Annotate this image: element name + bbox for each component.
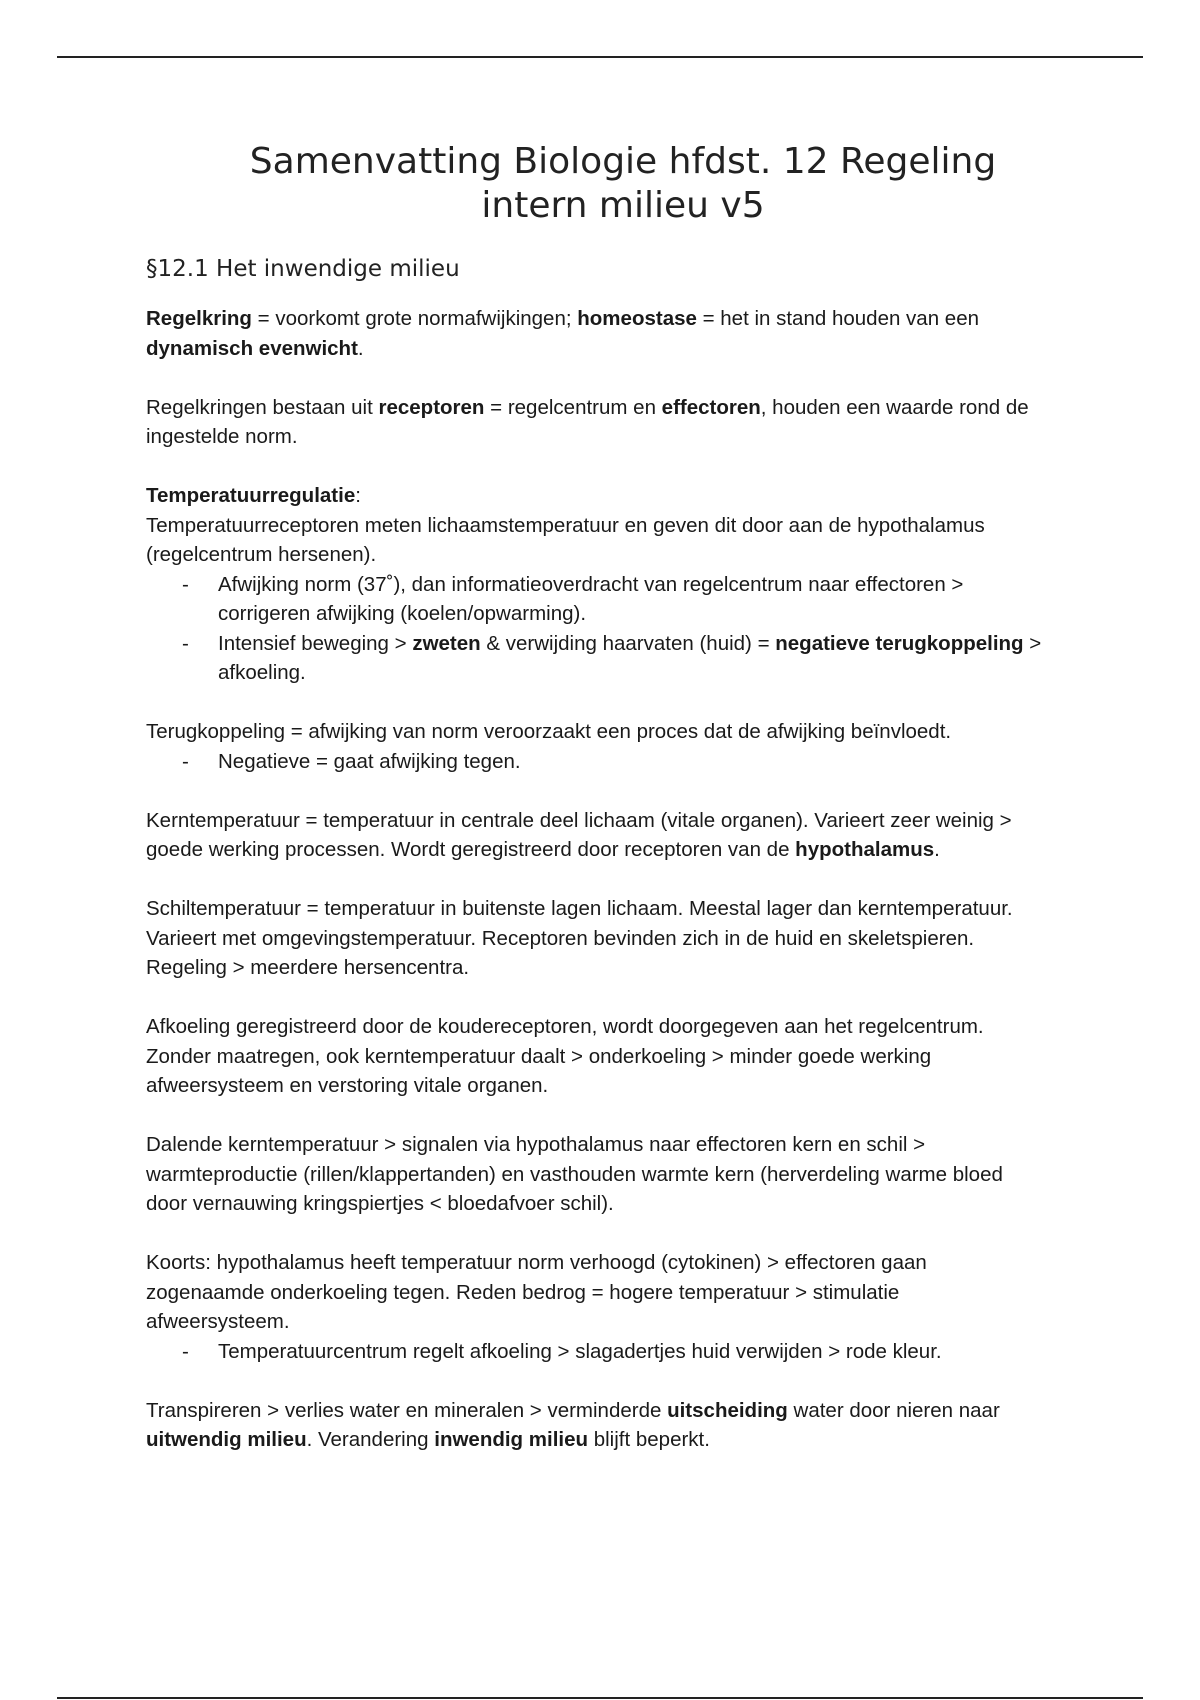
paragraph-gap: [146, 363, 1046, 393]
term-hypothalamus: hypothalamus: [795, 838, 935, 861]
list-item: [146, 629, 1046, 688]
paragraph-schiltemperatuur: Schiltemperatuur = temperatuur in buitenste lagen lichaam. Meestal lager dan kerntemperatuur. Varieert met omgevingstemperatuur. Receptoren bevinden zich in de huid en skeletspieren. Regeling > meerdere hersencentra.: [146, 897, 1013, 979]
paragraph-terugkoppeling: Terugkoppeling = afwijking van norm veroorzaakt een proces dat de afwijking beïnvloedt.: [146, 720, 952, 743]
paragraph-dalende-kerntemperatuur: Dalende kerntemperatuur > signalen via hypothalamus naar effectoren kern en schil > warmteproductie (rillen/klappertanden) en vasthouden warmte kern (herverdeling warme bloed door vernauwing kringspiertjes < bloedafvoer schil).: [146, 1133, 1003, 1215]
paragraph-regelkringen: [146, 393, 1046, 452]
bullet-dash: -: [182, 572, 189, 596]
bullet-list: [146, 747, 1046, 777]
paragraph-afkoeling: Afkoeling geregistreerd door de koudereceptoren, wordt doorgegeven aan het regelcentrum. Zonder maatregen, ook kerntemperatuur daalt > onderkoeling > minder goede werking afweersysteem en verstoring vitale organen.: [146, 1015, 984, 1097]
term-uitwendig-milieu: uitwendig milieu: [146, 1428, 307, 1451]
paragraph-gap: [146, 688, 1046, 718]
paragraph-gap: [146, 1101, 1046, 1131]
paragraph-transpireren: [146, 1396, 1046, 1455]
text-span: Negatieve = gaat afwijking tegen.: [218, 749, 521, 773]
term-homeostase: homeostase: [577, 307, 697, 330]
paragraph-gap: [146, 452, 1046, 482]
text-span: = regelcentrum en: [484, 395, 662, 419]
bullet-dash: -: [182, 749, 189, 773]
text-span: .: [934, 838, 940, 861]
paragraph-gap: [146, 983, 1046, 1013]
footer-rule: [57, 1697, 1143, 1699]
text-span: Regelkringen bestaan uit: [146, 395, 379, 419]
bullet-dash: -: [182, 631, 189, 655]
text-span: blijft beperkt.: [588, 1428, 710, 1451]
term-dynamisch-evenwicht: dynamisch evenwicht: [146, 336, 358, 360]
header-rule: [57, 56, 1143, 58]
term-inwendig-milieu: inwendig milieu: [434, 1428, 589, 1451]
text-span: Temperatuurreceptoren meten lichaamstemperatuur en geven dit door aan de hypothalamus (regelcentrum hersenen).: [146, 513, 985, 566]
section-heading: §12.1 Het inwendige milieu: [146, 256, 460, 282]
text-span: Temperatuurcentrum regelt afkoeling > slagadertjes huid verwijden > rode kleur.: [218, 1339, 942, 1363]
term-effectoren: effectoren: [661, 395, 761, 419]
document-body: [146, 140, 1046, 1455]
term-uitscheiding: uitscheiding: [667, 1398, 788, 1422]
term-receptoren: receptoren: [378, 395, 485, 419]
text-span: , houden een waarde rond de ingestelde norm.: [146, 395, 1029, 448]
paragraph-regelkring: [146, 304, 1046, 363]
document-title: Samenvatting Biologie hfdst. 12 Regeling intern milieu v5: [249, 141, 997, 226]
term-negatieve-terugkoppeling: negatieve terugkoppeling: [775, 631, 1024, 655]
term-temperatuurregulatie: Temperatuurregulatie: [146, 484, 356, 507]
text-span: = het in stand houden van een: [696, 307, 980, 330]
paragraph-koorts: Koorts: hypothalamus heeft temperatuur norm verhoogd (cytokinen) > effectoren gaan zogenaamde onderkoeling tegen. Reden bedrog = hogere temperatuur > stimulatie afweersysteem.: [146, 1251, 927, 1333]
paragraph-temperatuurregulatie: [146, 481, 1046, 570]
paragraph-gap: [146, 1366, 1046, 1396]
text-span: .: [357, 336, 364, 360]
text-span: Transpireren > verlies water en mineralen > verminderde: [146, 1398, 668, 1422]
text-span: . Verandering: [306, 1428, 435, 1451]
text-span: Intensief beweging >: [218, 631, 413, 655]
list-item: [146, 1337, 1046, 1367]
paragraph-kerntemperatuur: [146, 806, 1046, 865]
bullet-dash: -: [182, 1339, 189, 1363]
list-item: [146, 747, 1046, 777]
term-regelkring: Regelkring: [146, 307, 252, 330]
list-item: [146, 570, 1046, 629]
paragraph-gap: [146, 776, 1046, 806]
text-span: = voorkomt grote normafwijkingen;: [251, 307, 578, 330]
text-span: water door nieren naar: [787, 1398, 1000, 1422]
paragraph-gap: [146, 865, 1046, 895]
text-span: Kerntemperatuur = temperatuur in centrale deel lichaam (vitale organen). Varieert zeer weinig > goede werking processen. Wordt geregistreerd door receptoren van de: [146, 808, 1012, 861]
term-zweten: zweten: [412, 631, 481, 655]
text-span: :: [355, 484, 361, 507]
text-span: Afwijking norm (37˚), dan informatieoverdracht van regelcentrum naar effectoren > corrigeren afwijking (koelen/opwarming).: [218, 572, 964, 625]
bullet-list: [146, 1337, 1046, 1367]
bullet-list: [146, 570, 1046, 688]
text-span: > afkoeling.: [218, 631, 1042, 684]
paragraph-gap: [146, 1219, 1046, 1249]
text-span: & verwijding haarvaten (huid) =: [480, 631, 776, 655]
